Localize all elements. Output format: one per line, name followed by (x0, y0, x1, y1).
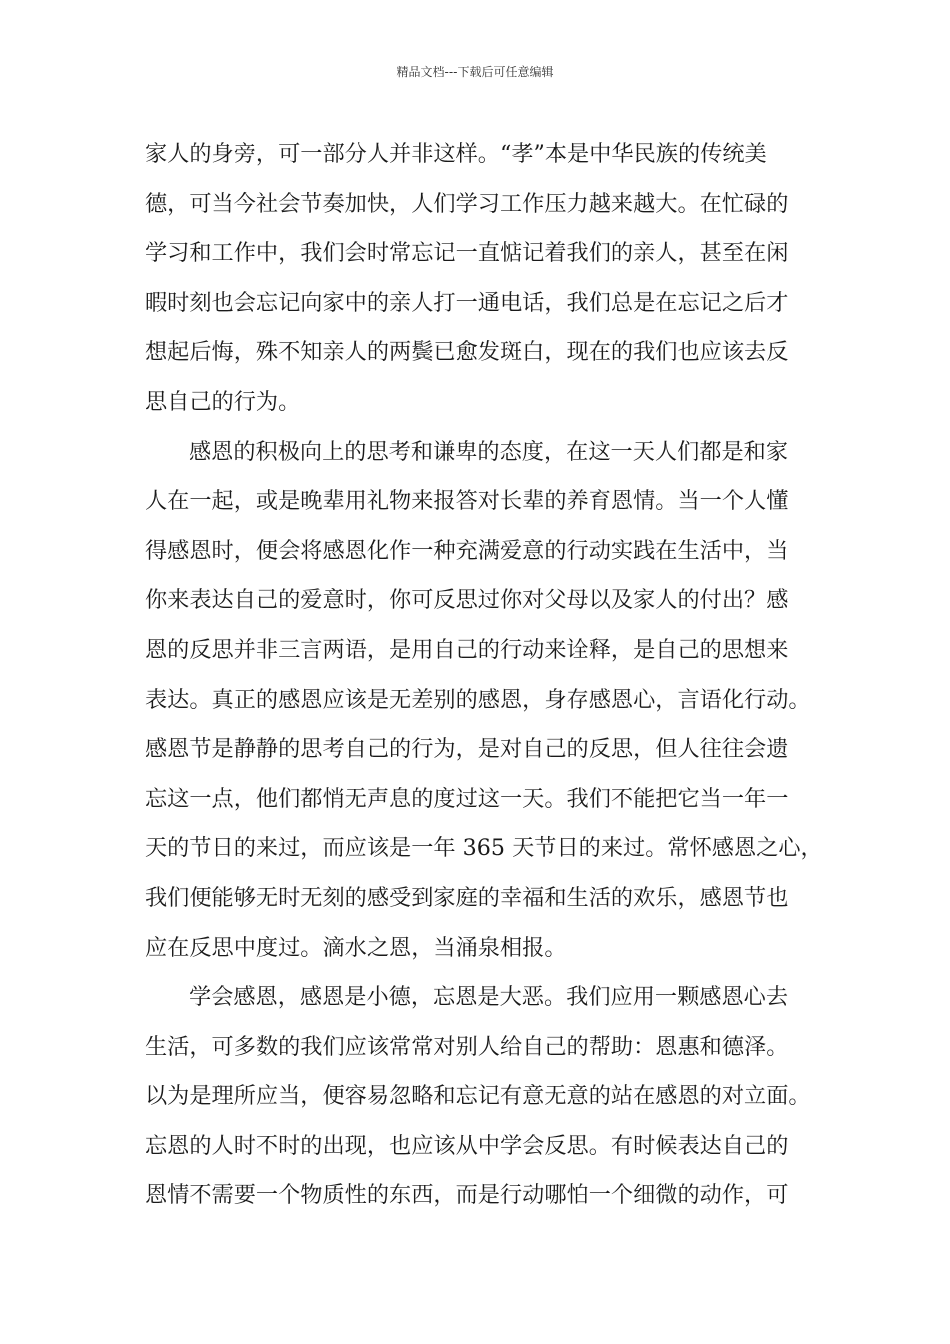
text-line: 恩的反思并非三言两语，是用自己的行动来诠释，是自己的思想来 (145, 636, 789, 663)
text-line: 表达。真正的感恩应该是无差别的感恩，身存感恩心，言语化行动。 (145, 686, 811, 713)
page-header: 精品文档---下载后可任意编辑 (396, 65, 554, 79)
text-line: 家人的身旁，可一部分人并非这样。“孝”本是中华民族的传统美 (145, 141, 767, 167)
text-line: 生活，可多数的我们应该常常对别人给自己的帮助：恩惠和德泽。 (145, 1033, 789, 1060)
text-line: 暇时刻也会忘记向家中的亲人打一通电话，我们总是在忘记之后才 (145, 289, 789, 316)
text-line: 你来表达自己的爱意时，你可反思过你对父母以及家人的付出？感 (145, 587, 789, 614)
paragraph-start-line: 学会感恩，感恩是小德，忘恩是大恶。我们应用一颗感恩心去 (189, 984, 789, 1011)
text-line: 我们便能够无时无刻的感受到家庭的幸福和生活的欢乐，感恩节也 (145, 884, 789, 911)
text-line: 应在反思中度过。滴水之恩，当涌泉相报。 (145, 934, 567, 961)
text-line: 人在一起，或是晚辈用礼物来报答对长辈的养育恩情。当一个人懂 (145, 488, 789, 515)
text-line: 恩情不需要一个物质性的东西，而是行动哪怕一个细微的动作，可 (145, 1182, 789, 1209)
text-line: 思自己的行为。 (145, 388, 301, 415)
text-line: 忘这一点，他们都悄无声息的度过这一天。我们不能把它当一年一 (145, 785, 789, 812)
text-line: 以为是理所应当，便容易忽略和忘记有意无意的站在感恩的对立面。 (145, 1083, 811, 1110)
text-line: 得感恩时，便会将感恩化作一种充满爱意的行动实践在生活中，当 (145, 537, 789, 564)
text-line: 天的节日的来过，而应该是一年 365 天节日的来过。常怀感恩之心， (145, 835, 823, 862)
paragraph-start-line: 感恩的积极向上的思考和谦卑的态度，在这一天人们都是和家 (189, 438, 789, 465)
text-line: 德，可当今社会节奏加快，人们学习工作压力越来越大。在忙碌的 (145, 190, 789, 217)
text-line: 感恩节是静静的思考自己的行为，是对自己的反思，但人往往会遗 (145, 736, 789, 763)
text-line: 学习和工作中，我们会时常忘记一直惦记着我们的亲人，甚至在闲 (145, 240, 789, 267)
text-line: 忘恩的人时不时的出现，也应该从中学会反思。有时候表达自己的 (145, 1132, 789, 1159)
text-line: 想起后悔，殊不知亲人的两鬓已愈发斑白，现在的我们也应该去反 (145, 339, 789, 366)
document-body (145, 130, 835, 1221)
